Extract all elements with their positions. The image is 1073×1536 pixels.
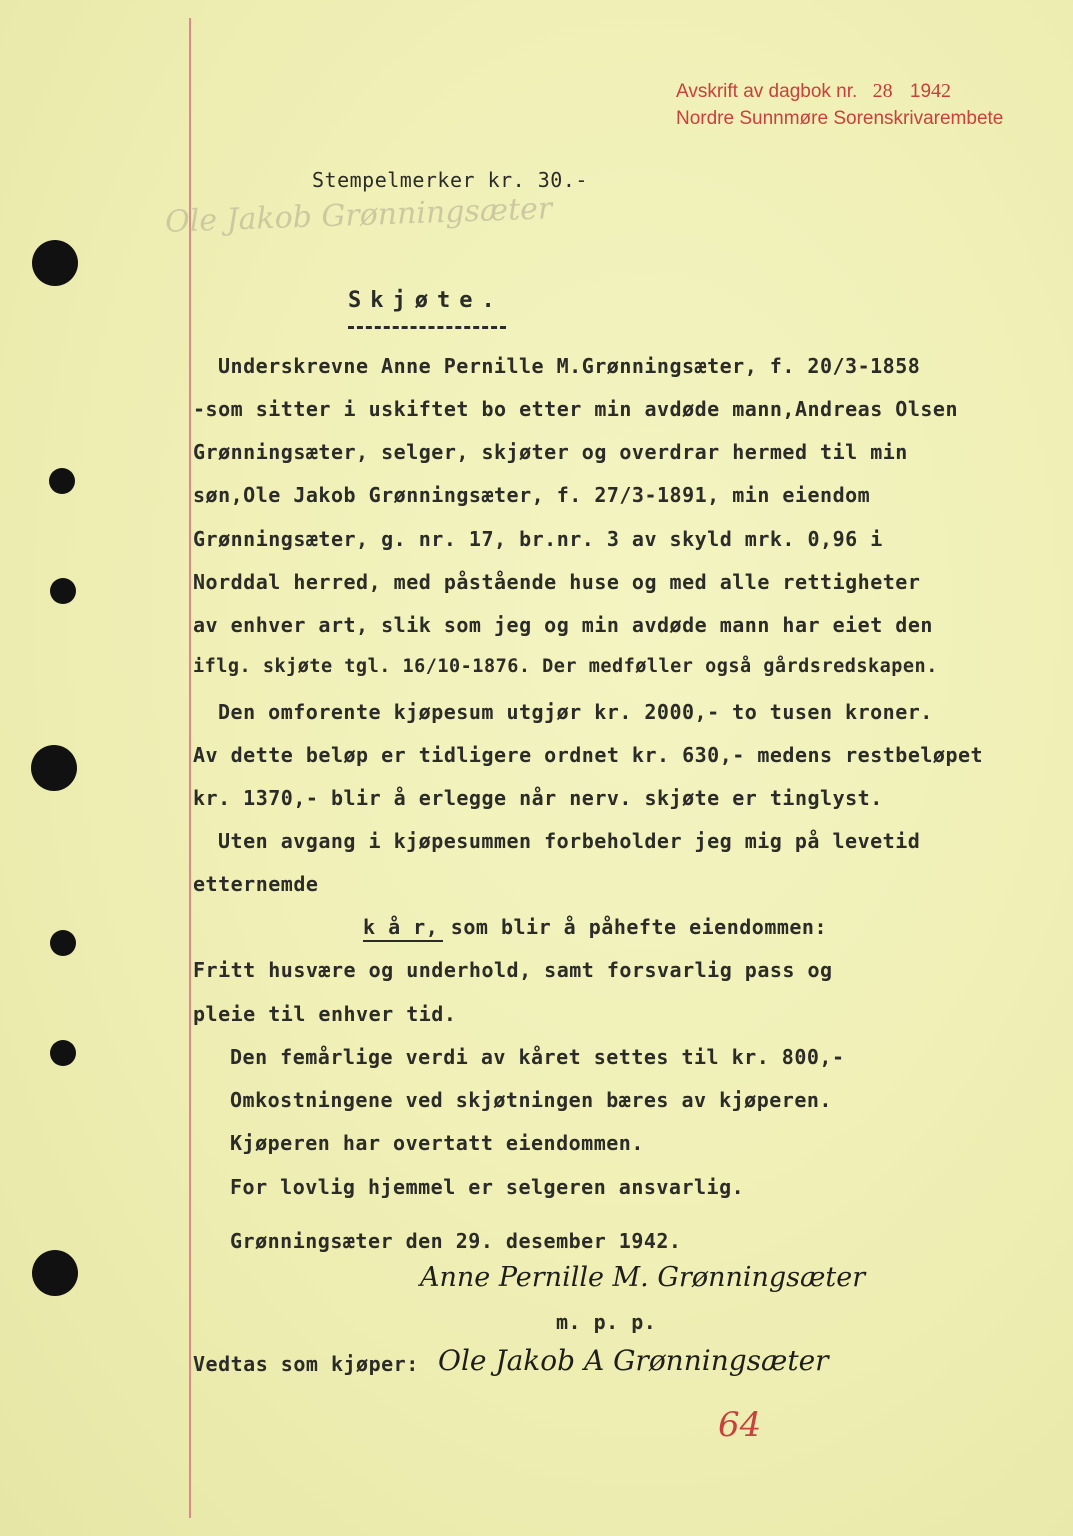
- body-line-20: For lovlig hjemmel er selgeren ansvarlig.: [230, 1175, 745, 1199]
- margin-line: [189, 18, 191, 1518]
- seller-signature: Anne Pernille M. Grønningsæter: [420, 1262, 866, 1293]
- body-line-10: Av dette beløp er tidligere ordnet kr. 630,- medens restbeløpet: [193, 743, 984, 767]
- punch-hole-3: [50, 578, 76, 604]
- body-line-11: kr. 1370,- blir å erlegge når nerv. skjøte er tinglyst.: [193, 786, 883, 810]
- buyer-label: Vedtas som kjøper:: [193, 1352, 419, 1376]
- body-line-21: Grønningsæter den 29. desember 1942.: [230, 1229, 682, 1253]
- stamp-label: Avskrift av dagbok nr.: [676, 81, 858, 102]
- punch-hole-6: [50, 1040, 76, 1066]
- body-line-14: k å r, som blir å påhefte eiendommen:: [363, 915, 828, 939]
- buyer-signature: Ole Jakob A Grønningsæter: [438, 1344, 829, 1377]
- kar-underline: [363, 940, 443, 942]
- stempel-line: Stempelmerker kr. 30.-: [312, 168, 588, 192]
- body-line-7: av enhver art, slik som jeg og min avdøde mann har eiet den: [193, 613, 933, 637]
- punch-hole-1: [32, 240, 78, 286]
- punch-hole-4: [31, 745, 77, 791]
- stamp-year-prefix: 19: [909, 81, 932, 102]
- body-line-4: søn,Ole Jakob Grønningsæter, f. 27/3-1891, min eiendom: [193, 483, 871, 507]
- stamp-year-suffix: 42: [931, 80, 952, 102]
- punch-hole-5: [50, 930, 76, 956]
- punch-hole-7: [32, 1250, 78, 1296]
- body-line-13: etternemde: [193, 872, 319, 896]
- title-underline: [348, 326, 506, 329]
- body-line-6: Norddal herred, med påstående huse og med alle rettigheter: [193, 570, 921, 594]
- body-line-16: pleie til enhver tid.: [193, 1002, 457, 1026]
- body-line-9: Den omforente kjøpesum utgjør kr. 2000,- to tusen kroner.: [218, 700, 933, 724]
- document-title: Skjøte.: [348, 288, 504, 313]
- body-line-3: Grønningsæter, selger, skjøter og overdrar hermed til min: [193, 440, 908, 464]
- registry-stamp-line1: [676, 80, 951, 103]
- body-line-12: Uten avgang i kjøpesummen forbeholder jeg mig på levetid: [218, 829, 921, 853]
- body-line-2: -som sitter i uskiftet bo etter min avdøde mann,Andreas Olsen: [193, 397, 959, 421]
- body-line-5: Grønningsæter, g. nr. 17, br.nr. 3 av skyld mrk. 0,96 i: [193, 527, 883, 551]
- page-mark: 64: [718, 1405, 762, 1445]
- registry-stamp-line2: Nordre Sunnmøre Sorenskrivarembete: [676, 108, 1004, 129]
- body-line-18: Omkostningene ved skjøtningen bæres av kjøperen.: [230, 1088, 832, 1112]
- body-line-1: Underskrevne Anne Pernille M.Grønningsæter, f. 20/3-1858: [218, 354, 921, 378]
- punch-hole-2: [49, 468, 75, 494]
- faint-pencil-note: Ole Jakob Grønningsæter: [164, 191, 553, 240]
- body-line-15: Fritt husvære og underhold, samt forsvarlig pass og: [193, 958, 833, 982]
- mpp-text: m. p. p.: [556, 1310, 657, 1334]
- body-line-17: Den femårlige verdi av kåret settes til kr. 800,-: [230, 1045, 845, 1069]
- body-line-19: Kjøperen har overtatt eiendommen.: [230, 1131, 644, 1155]
- body-line-8: iflg. skjøte tgl. 16/10-1876. Der medføller også gårdsredskapen.: [193, 656, 938, 677]
- stamp-number: 28: [872, 80, 893, 102]
